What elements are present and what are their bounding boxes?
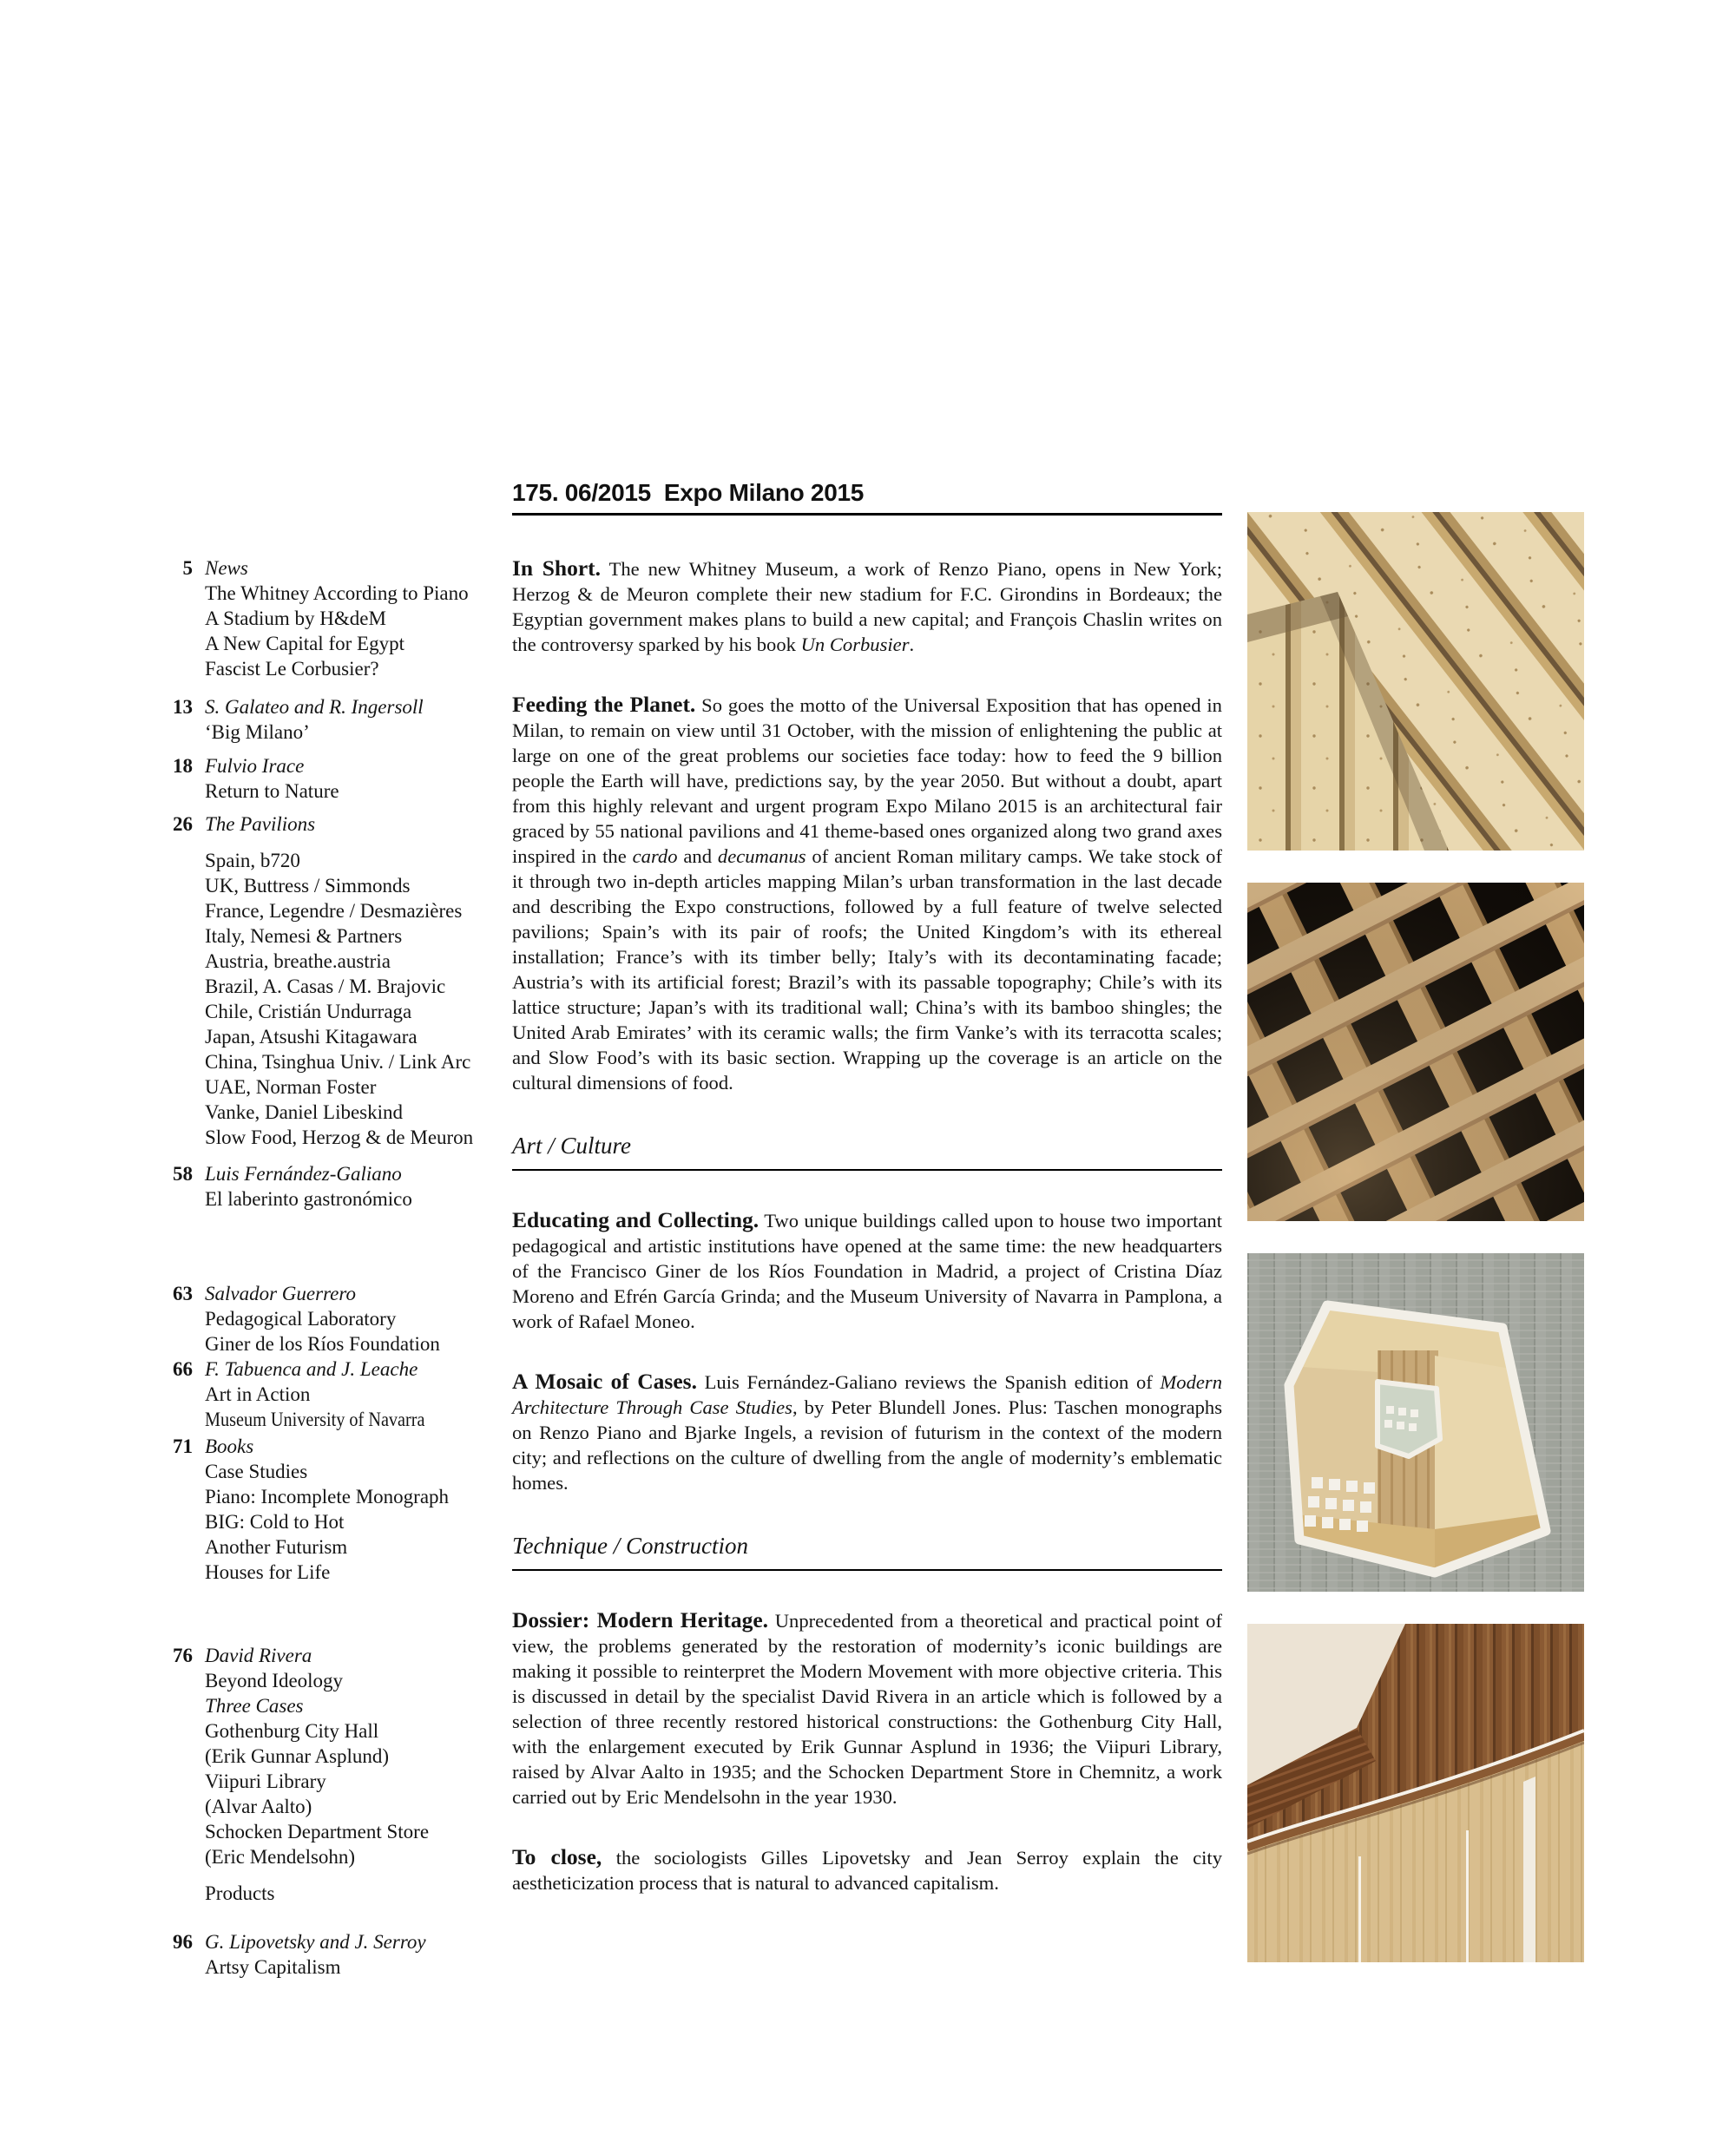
toc-line: Brazil, A. Casas / M. Brajovic xyxy=(205,975,446,997)
toc-line: F. Tabuenca and J. Leache xyxy=(205,1358,418,1380)
section-header: Technique / Construction xyxy=(512,1534,1222,1571)
photo-frame-3 xyxy=(1247,1253,1584,1592)
toc-line: Pedagogical Laboratory xyxy=(205,1308,397,1330)
summary-paragraph xyxy=(512,692,1222,1095)
toc-entry-lines xyxy=(205,1929,509,1980)
toc-entry xyxy=(155,694,509,745)
photo-frame-4 xyxy=(1247,1624,1584,1962)
body-text: and xyxy=(677,845,718,867)
photo-column xyxy=(1247,512,1584,1994)
paragraph-body xyxy=(512,694,1222,1094)
paragraph-body xyxy=(512,1847,1222,1894)
body-text: Luis Fernández-Galiano reviews the Spanish edition of xyxy=(704,1371,1161,1393)
toc-page-number: 13 xyxy=(173,696,193,718)
toc-line: BIG: Cold to Hot xyxy=(205,1511,345,1533)
toc-line: Giner de los Ríos Foundation xyxy=(205,1333,440,1355)
paragraph-lead: To close, xyxy=(512,1844,602,1869)
toc-page-number: 26 xyxy=(173,813,193,835)
toc-line: S. Galateo and R. Ingersoll xyxy=(205,696,424,718)
toc-line: The Whitney According to Piano xyxy=(205,582,469,604)
toc-line: G. Lipovetsky and J. Serroy xyxy=(205,1931,426,1953)
toc-line: Japan, Atsushi Kitagawara xyxy=(205,1026,418,1048)
body-text: So goes the motto of the Universal Exposition that has opened in Milan, to remain on view until 31 October, with the mission of enlightening the public at large on one of the great problems our societies face today: how to feed the 9 billion people the Earth will have, predictions say, by the year 2050. But without a doubt, apart from this highly relevant and urgent program Expo Milano 2015 is an architectural fair graced by 55 national pavilions and 41 theme-based ones organized along two grand axes inspired in the xyxy=(512,694,1222,867)
toc-line: Spain, b720 xyxy=(205,850,300,871)
table-of-contents xyxy=(155,555,509,1980)
italic-text: Modern Architecture Through Case Studies xyxy=(512,1371,1222,1418)
paragraph-body xyxy=(512,558,1222,655)
body-text: The new Whitney Museum, a work of Renzo Piano, opens in New York; Herzog & de Meuron complete their new stadium for F.C. Girondins in Bordeaux; the Egyptian government makes plans to build a new capital; and François Chaslin writes on the controversy sparked by his book xyxy=(512,558,1222,655)
summary-paragraph xyxy=(512,555,1222,657)
timber-roof-beams-photo xyxy=(1247,512,1584,851)
toc-entry-lines xyxy=(205,811,509,1150)
body-text: of ancient Roman military camps. We take stock of it through two in-depth articles mapping Milan’s urban transformation in the last decade and describing the Expo constructions, followed by a full feature of twelve selected pavilions; Spain’s with its pair of roofs; the United Kingdom’s with its ethereal installation; France’s with its timber belly; Italy’s with its decontaminating facade; Austria’s with its artificial forest; Brazil’s with its passable topography; Chile’s with its lattice structure; Japan’s with its traditional wall; China’s with its bamboo shingles; the United Arab Emirates’ with its ceramic walls; the firm Vanke’s with its terracotta scales; and Slow Food’s with its basic section. Wrapping up the coverage is an article on the cultural dimensions of food. xyxy=(512,845,1222,1094)
paragraph-body xyxy=(512,1610,1222,1808)
toc-line: Fascist Le Corbusier? xyxy=(205,658,379,680)
toc-line: Artsy Capitalism xyxy=(205,1956,341,1978)
toc-entry xyxy=(155,1643,509,1906)
body-text: Unprecedented from a theoretical and practical point of view, the problems generated by the restoration of modernity’s iconic buildings are making it possible to reinterpret the Modern Movement with more objective criteria. This is discussed in detail by the specialist David Rivera in an article which is followed by a selection of three recently restored historical constructions: the Gothenburg City Hall, with the enlargement executed by Erik Gunnar Asplund in 1936; the Viipuri Library, raised by Alvar Aalto in 1935; and the Schocken Department Store in Chemnitz, a work carried out by Eric Mendelsohn in the year 1930. xyxy=(512,1610,1222,1808)
toc-line: El laberinto gastronómico xyxy=(205,1188,412,1210)
section-header: Art / Culture xyxy=(512,1133,1222,1171)
toc-page-number: 66 xyxy=(173,1358,193,1380)
paragraph-lead: In Short. xyxy=(512,555,602,581)
toc-line: Salvador Guerrero xyxy=(205,1283,356,1304)
toc-page-number: 18 xyxy=(173,755,193,777)
toc-line: Case Studies xyxy=(205,1461,308,1482)
toc-line: Fulvio Irace xyxy=(205,755,305,777)
toc-line: Piano: Incomplete Monograph xyxy=(205,1486,450,1508)
issue-title: 175. 06/2015 Expo Milano 2015 xyxy=(512,479,865,506)
paragraph-lead: Feeding the Planet. xyxy=(512,692,696,717)
toc-line: Art in Action xyxy=(205,1383,311,1405)
toc-entry xyxy=(155,753,509,804)
toc-entry xyxy=(155,1281,509,1356)
toc-line: Slow Food, Herzog & de Meuron xyxy=(205,1127,474,1148)
toc-entry xyxy=(155,555,509,681)
body-text: . xyxy=(909,634,915,655)
toc-line: (Eric Mendelsohn) xyxy=(205,1846,356,1868)
italic-text: cardo xyxy=(632,845,678,867)
toc-line: China, Tsinghua Univ. / Link Arc xyxy=(205,1051,471,1073)
toc-line: France, Legendre / Desmazières xyxy=(205,900,463,922)
toc-line: David Rivera xyxy=(205,1645,312,1666)
paragraph-lead: A Mosaic of Cases. xyxy=(512,1369,697,1394)
toc-entry-lines xyxy=(205,1281,509,1356)
toc-line: The Pavilions xyxy=(205,813,316,835)
paragraph-lead: Dossier: Modern Heritage. xyxy=(512,1607,769,1632)
body-text: the sociologists Gilles Lipovetsky and Jean Serroy explain the city aestheticization process that is natural to advanced capitalism. xyxy=(512,1847,1223,1894)
toc-entry-lines xyxy=(205,694,509,745)
toc-line: UAE, Norman Foster xyxy=(205,1076,377,1098)
toc-entry xyxy=(155,1434,509,1585)
toc-line: (Erik Gunnar Asplund) xyxy=(205,1745,390,1767)
toc-entry-lines xyxy=(205,1434,509,1585)
paragraph-lead: Educating and Collecting. xyxy=(512,1207,760,1232)
toc-entry xyxy=(155,811,509,1150)
photo-frame-1 xyxy=(1247,512,1584,851)
toc-line: Products xyxy=(205,1882,275,1904)
toc-line: UK, Buttress / Simmonds xyxy=(205,875,411,897)
toc-page-number: 63 xyxy=(173,1283,193,1304)
toc-line: Return to Nature xyxy=(205,780,339,802)
timber-gridshell-ceiling-photo xyxy=(1247,883,1584,1221)
toc-line: Chile, Cristián Undurraga xyxy=(205,1001,412,1022)
masthead xyxy=(512,479,1222,516)
toc-line: Vanke, Daniel Libeskind xyxy=(205,1101,404,1123)
toc-line: (Alvar Aalto) xyxy=(205,1796,312,1817)
summary-paragraph xyxy=(512,1607,1222,1810)
italic-text: Un Corbusier xyxy=(800,634,910,655)
toc-line: A Stadium by H&deM xyxy=(205,608,386,629)
summary-paragraph xyxy=(512,1369,1222,1495)
body-text: , by Peter Blundell Jones. Plus: Taschen monographs on Renzo Piano and Bjarke Ingels, a revision of futurism in the context of the modern city; and reflections on the culture of dwelling from the angle of modernity’s emblematic homes. xyxy=(512,1396,1222,1494)
italic-text: decumanus xyxy=(717,845,806,867)
summary-paragraph xyxy=(512,1844,1222,1895)
toc-page-number: 71 xyxy=(173,1435,193,1457)
toc-entry-lines xyxy=(205,1161,509,1212)
toc-line: Viipuri Library xyxy=(205,1770,326,1792)
toc-entry-lines xyxy=(205,1356,509,1432)
toc-entry-lines xyxy=(205,753,509,804)
toc-line: Houses for Life xyxy=(205,1561,331,1583)
toc-line: Another Futurism xyxy=(205,1536,348,1558)
body-text: Two unique buildings called upon to house two important pedagogical and artistic institutions have opened at the same time: the new headquarters of the Francisco Giner de los Ríos Foundation in Madrid, a project of Cristina Díaz Moreno and Efrén García Grinda; and the Museum University of Navarra in Pamplona, a work of Rafael Moneo. xyxy=(512,1210,1222,1332)
toc-line: Luis Fernández-Galiano xyxy=(205,1163,402,1185)
toc-line: Gothenburg City Hall xyxy=(205,1720,379,1742)
toc-entry xyxy=(155,1929,509,1980)
toc-entry-lines xyxy=(205,1643,509,1906)
toc-entry xyxy=(155,1356,509,1432)
curved-wood-panel-balustrade-photo xyxy=(1247,1624,1584,1962)
toc-line: Museum University of Navarra xyxy=(205,1409,425,1430)
toc-line: News xyxy=(205,557,248,579)
concrete-wall-wood-hall-photo xyxy=(1247,1253,1584,1592)
toc-line: Italy, Nemesi & Partners xyxy=(205,925,403,947)
toc-page-number: 58 xyxy=(173,1163,193,1185)
toc-entry-lines xyxy=(205,555,509,681)
toc-page-number: 5 xyxy=(182,557,193,579)
toc-line: Austria, breathe.austria xyxy=(205,950,391,972)
summary-paragraph xyxy=(512,1207,1222,1334)
toc-line: Beyond Ideology xyxy=(205,1670,344,1691)
summaries-column xyxy=(512,519,1222,1895)
toc-page-number: 76 xyxy=(173,1645,193,1666)
toc-entry xyxy=(155,1161,509,1212)
photo-frame-2 xyxy=(1247,883,1584,1221)
toc-page-number: 96 xyxy=(173,1931,193,1953)
toc-line: Three Cases xyxy=(205,1695,304,1717)
toc-line: A New Capital for Egypt xyxy=(205,633,404,654)
toc-line: Schocken Department Store xyxy=(205,1821,430,1843)
toc-line: Books xyxy=(205,1435,254,1457)
toc-line: ‘Big Milano’ xyxy=(205,721,310,743)
